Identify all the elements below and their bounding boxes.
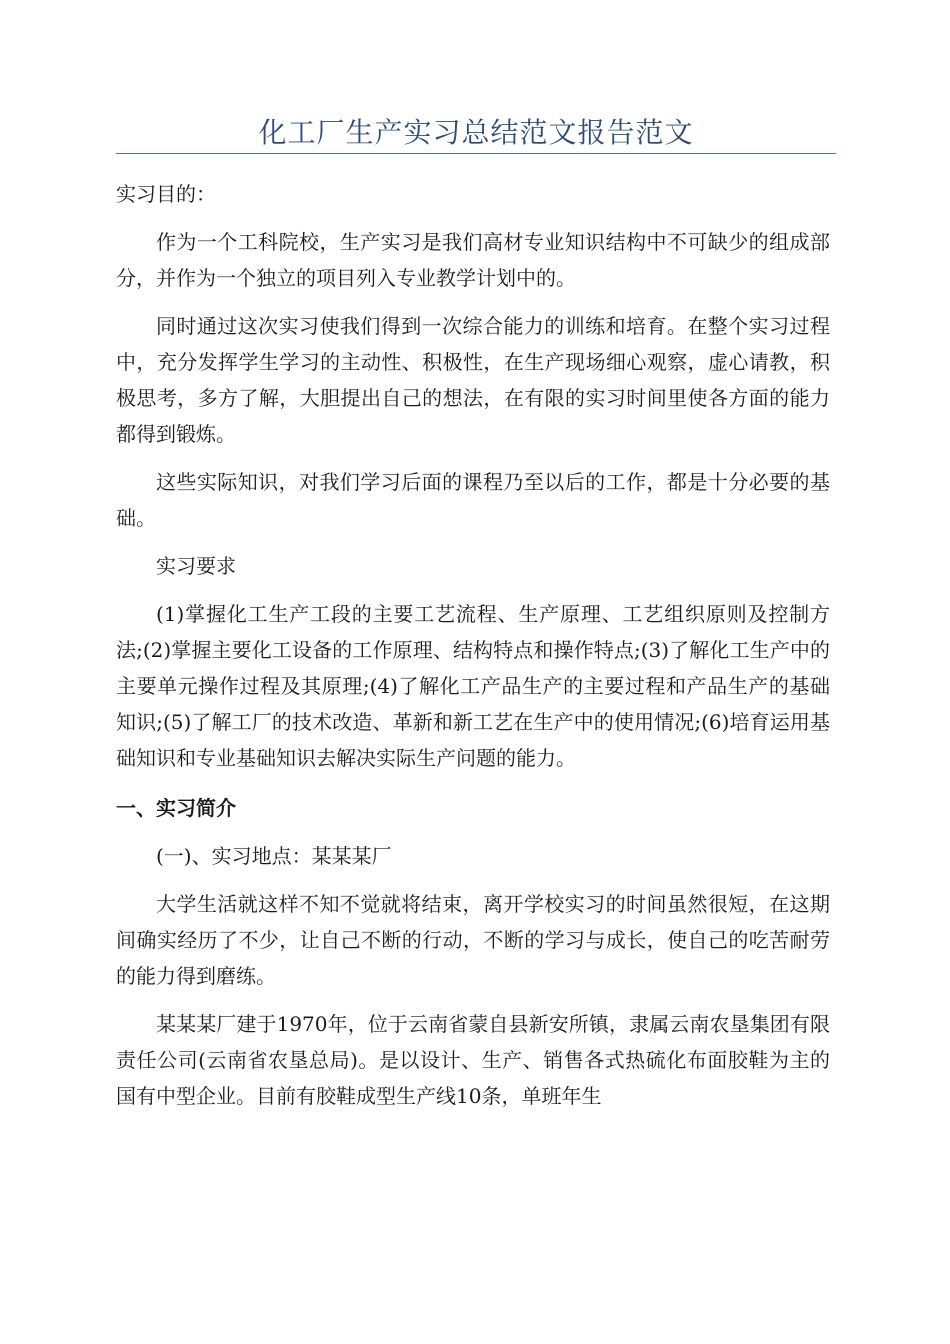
document-body [116,176,830,1126]
paragraph: (1)掌握化工生产工段的主要工艺流程、生产原理、工艺组织原则及控制方法;(2)掌握主要化工设备的工作原理、结构特点和操作特点;(3)了解化工生产中的主要单元操作过程及其原理;(4)了解化工产品生产的主要过程和产品生产的基础知识;(5)了解工厂的技术改造、革新和新工艺在生产中的使用情况;(6)培育运用基础知识和专业基础知识去解决实际生产问题的能力。 [116,602,830,770]
section-label-purpose: 实习目的： [116,182,216,206]
paragraph: 同时通过这次实习使我们得到一次综合能力的训练和培育。在整个实习过程中，充分发挥学生学习的主动性、积极性，在生产现场细心观察，虚心请教，积极思考，多方了解，大胆提出自己的想法，在有限的实习时间里使各方面的能力都得到锻炼。 [116,314,830,446]
paragraph: 作为一个工科院校，生产实习是我们高材专业知识结构中不可缺少的组成部分，并作为一个独立的项目列入专业教学计划中的。 [116,230,830,290]
paragraph: 大学生活就这样不知不觉就将结束，离开学校实习的时间虽然很短，在这期间确实经历了不少，让自己不断的行动，不断的学习与成长，使自己的吃苦耐劳的能力得到磨练。 [116,892,830,988]
paragraph: 这些实际知识，对我们学习后面的课程乃至以后的工作，都是十分必要的基础。 [116,470,830,530]
section-heading: 一、实习简介 [116,796,236,820]
document-title: 化工厂生产实习总结范文报告范文 [258,116,694,149]
title-underline [116,153,836,154]
paragraph: 某某某厂建于1970年，位于云南省蒙自县新安所镇，隶属云南农垦集团有限责任公司(云南省农垦总局)。是以设计、生产、销售各式热硫化布面胶鞋为主的国有中型企业。目前有胶鞋成型生产线10条，单班年生 [116,1012,830,1108]
subsection-heading: (一)、实习地点：某某某厂 [156,844,392,868]
section-label-requirements: 实习要求 [156,554,236,578]
